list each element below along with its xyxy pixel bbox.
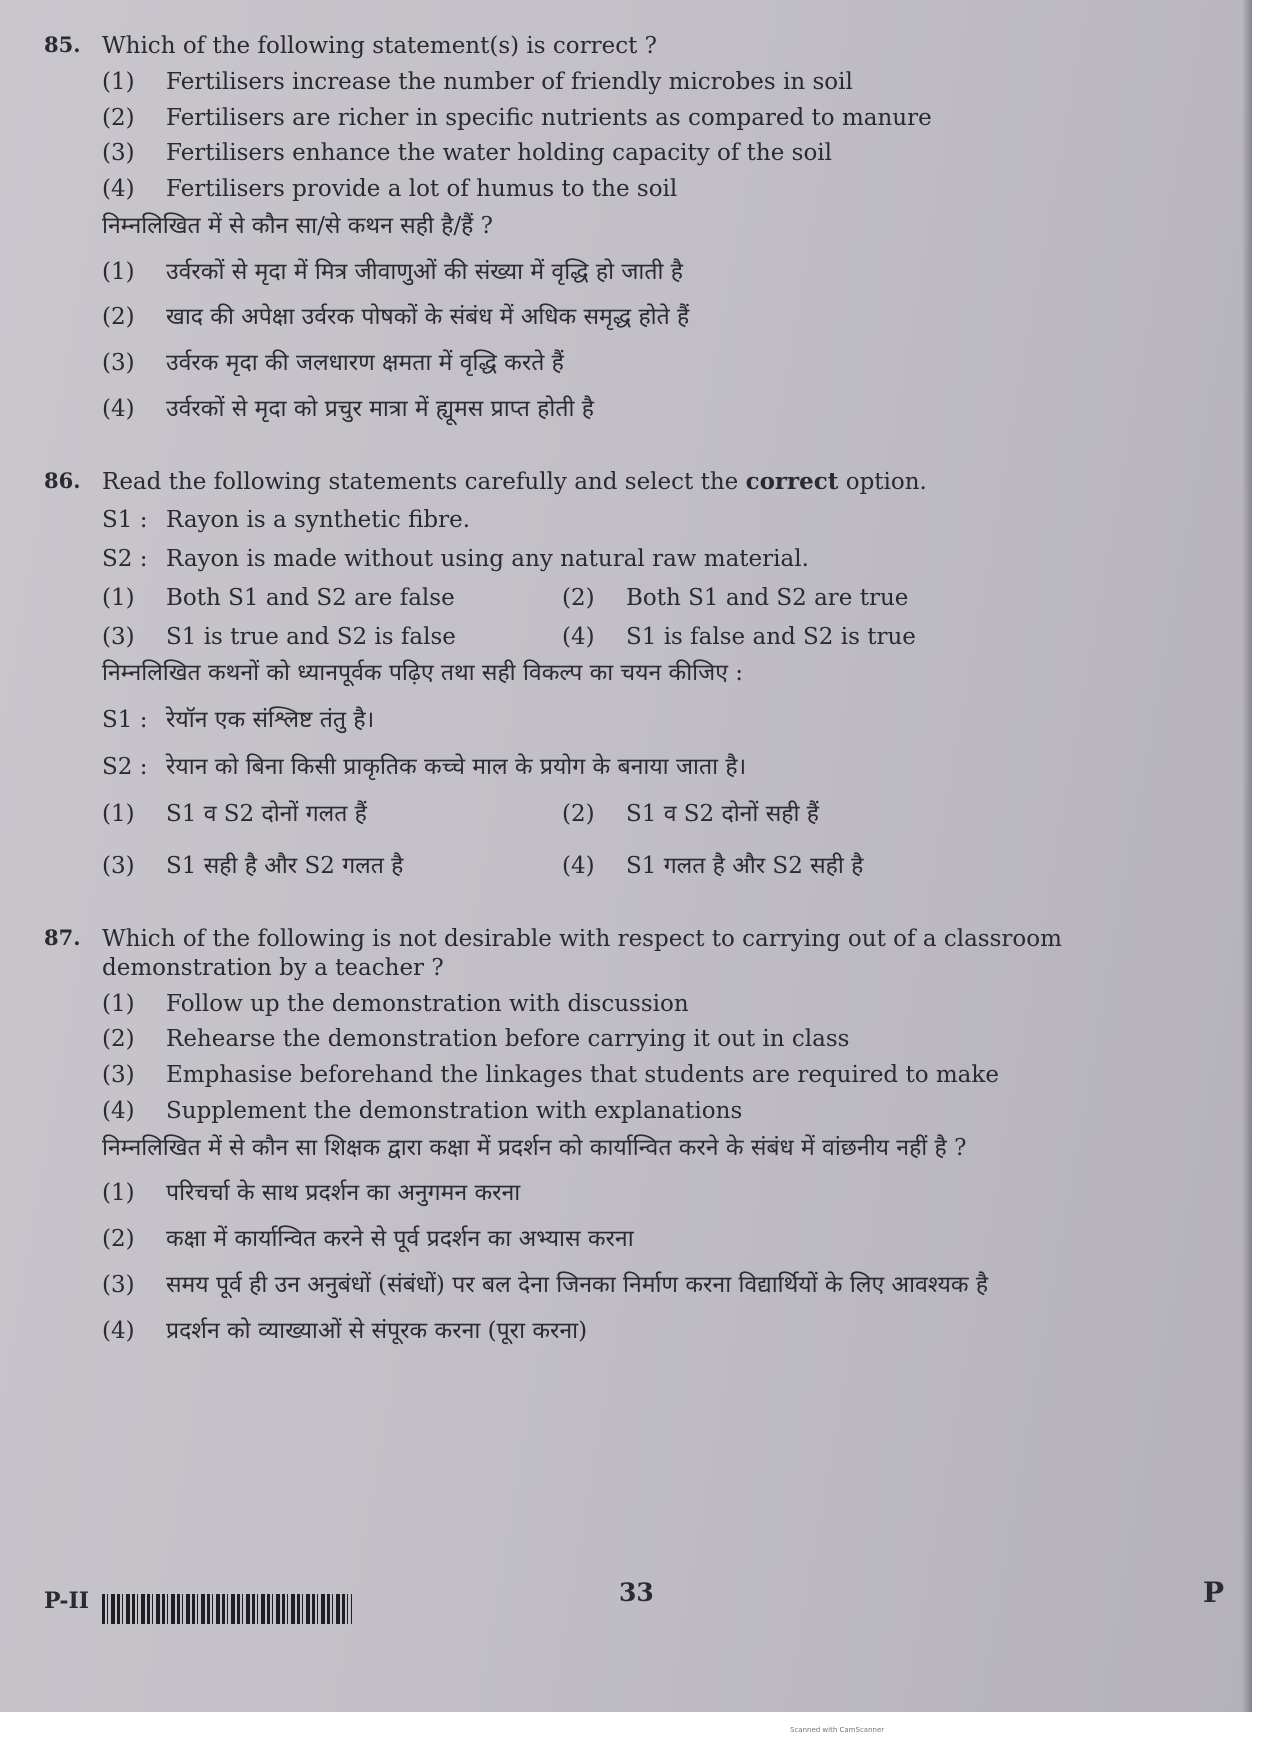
option-number: (1): [102, 584, 135, 611]
option-number: (3): [102, 1271, 135, 1298]
option: [102, 139, 1224, 168]
question-number: 85.: [44, 32, 81, 57]
statement-label: S2 :: [102, 753, 148, 780]
statement-label: S1 :: [102, 707, 148, 733]
statement: [102, 506, 1224, 535]
option-number: (3): [102, 350, 135, 376]
scanner-watermark: Scanned with CamScanner: [790, 1726, 885, 1734]
stem-text: Read the following statements carefully and select the: [102, 468, 746, 495]
option-number: (2): [562, 584, 595, 611]
option-text: Rehearse the demonstration before carrying it out in class: [166, 1026, 850, 1053]
option-text: उर्वरकों से मृदा में मित्र जीवाणुओं की संख्या में वृद्धि हो जाती है: [166, 258, 683, 285]
question-stem-en: Which of the following statement(s) is correct ?: [102, 33, 657, 59]
option: [102, 258, 1224, 287]
option-number: (1): [102, 800, 135, 827]
option: [562, 623, 1122, 652]
option-number: (3): [102, 853, 135, 880]
option-text: Supplement the demonstration with explanations: [166, 1097, 743, 1124]
option: [102, 395, 1224, 424]
options-hi: [102, 800, 1224, 882]
set-code: P: [1202, 1576, 1224, 1609]
option: [102, 623, 562, 652]
question-86: [44, 468, 1224, 882]
page-edge-shadow: [1242, 0, 1252, 1712]
option-text: कक्षा में कार्यान्वित करने से पूर्व प्रदर्शन का अभ्यास करना: [166, 1226, 634, 1252]
option-text: S1 is false and S2 is true: [626, 623, 916, 650]
options-en: [102, 68, 1224, 204]
option-number: (3): [102, 623, 135, 650]
option: [102, 1061, 1224, 1090]
option-text: खाद की अपेक्षा उर्वरक पोषकों के संबंध में अधिक समृद्ध होते हैं: [166, 304, 690, 331]
options-en: [102, 584, 1224, 652]
option-text: परिचर्चा के साथ प्रदर्शन का अनुगमन करना: [166, 1180, 521, 1207]
question-list: [44, 32, 1224, 1389]
option: [102, 1025, 1224, 1054]
option: [102, 1097, 1224, 1126]
option: [102, 175, 1224, 204]
option-number: (3): [102, 140, 135, 167]
option-text: उर्वरक मृदा की जलधारण क्षमता में वृद्धि करते हैं: [166, 350, 564, 376]
options-hi: [102, 258, 1224, 424]
option-number: (2): [102, 1026, 135, 1053]
option-text: Fertilisers are richer in specific nutrients as compared to manure: [166, 104, 932, 131]
option-number: (4): [562, 623, 595, 650]
question-stem-hi: निम्नलिखित में से कौन सा/से कथन सही है/हैं ?: [102, 212, 493, 239]
option-text: S1 सही है और S2 गलत है: [166, 853, 404, 880]
option-text: Emphasise beforehand the linkages that students are required to make: [166, 1062, 999, 1088]
statement-label: S2 :: [102, 546, 148, 572]
option-number: (2): [102, 1226, 135, 1252]
option: [102, 349, 1224, 378]
option-text: S1 is true and S2 is false: [166, 623, 456, 650]
option: [562, 584, 1122, 613]
option-text: समय पूर्व ही उन अनुबंधों (संबंधों) पर बल देना जिनका निर्माण करना विद्यार्थियों के लिए आवश्यक है: [166, 1271, 989, 1298]
option: [102, 68, 1224, 97]
option-number: (4): [102, 1317, 135, 1344]
barcode-icon: [102, 1594, 352, 1624]
option: [102, 990, 1224, 1019]
option-text: प्रदर्शन को व्याख्याओं से संपूरक करना (पूरा करना): [166, 1317, 588, 1344]
option-text: Fertilisers enhance the water holding capacity of the soil: [166, 140, 833, 167]
option-number: (4): [102, 176, 135, 202]
statement: [102, 753, 1224, 782]
option-text: S1 व S2 दोनों सही हैं: [626, 800, 819, 827]
page-footer: [44, 1570, 1224, 1630]
option-number: (4): [562, 853, 595, 880]
question-87: [44, 925, 1224, 1345]
option-number: (1): [102, 68, 135, 95]
option-text: Both S1 and S2 are true: [626, 584, 909, 611]
statement-text: रेयान को बिना किसी प्राकृतिक कच्चे माल के प्रयोग के बनाया जाता है।: [166, 753, 747, 780]
option-text: S1 व S2 दोनों गलत हैं: [166, 800, 367, 827]
stem-emphasis: correct: [745, 467, 839, 495]
option: [562, 800, 1122, 829]
option: [562, 852, 1122, 881]
question-stem-hi: निम्नलिखित कथनों को ध्यानपूर्वक पढ़िए तथा सही विकल्प का चयन कीजिए :: [102, 660, 743, 687]
option-number: (4): [102, 1097, 135, 1124]
page-number: 33: [619, 1578, 654, 1607]
statement-text: रेयॉन एक संश्लिष्ट तंतु है।: [166, 707, 375, 733]
option-text: Follow up the demonstration with discussion: [166, 990, 689, 1017]
option: [102, 1225, 1224, 1254]
option: [102, 1271, 1224, 1300]
option-text: Fertilisers provide a lot of humus to the soil: [166, 176, 678, 202]
options-hi: [102, 1179, 1224, 1345]
option: [102, 1317, 1224, 1346]
option: [102, 584, 562, 613]
option-number: (3): [102, 1062, 135, 1088]
option-number: (1): [102, 990, 135, 1017]
statement-text: Rayon is a synthetic fibre.: [166, 507, 471, 534]
question-stem-en: [102, 468, 1224, 497]
option-number: (1): [102, 1180, 135, 1207]
question-number: 87.: [44, 925, 81, 950]
stem-text: option.: [838, 468, 927, 495]
statement-text: Rayon is made without using any natural raw material.: [166, 546, 809, 572]
option: [102, 104, 1224, 133]
option-number: (1): [102, 258, 135, 285]
option: [102, 852, 562, 881]
question-stem-en: Which of the following is not desirable with respect to carrying out of a classroom demonstration by a teacher ?: [102, 926, 1062, 981]
option: [102, 800, 562, 829]
option-number: (4): [102, 395, 135, 422]
option-number: (2): [102, 304, 135, 331]
option: [102, 1179, 1224, 1208]
option-text: S1 गलत है और S2 सही है: [626, 853, 864, 880]
paper-code: P-II: [44, 1588, 90, 1614]
option-text: Both S1 and S2 are false: [166, 584, 455, 611]
statement: [102, 706, 1224, 735]
statement-label: S1 :: [102, 507, 148, 534]
options-en: [102, 990, 1224, 1126]
option-number: (2): [562, 800, 595, 827]
option-text: Fertilisers increase the number of friendly microbes in soil: [166, 68, 853, 95]
question-stem-hi: निम्नलिखित में से कौन सा शिक्षक द्वारा कक्षा में प्रदर्शन को कार्यान्वित करने के संबंध में वांछनीय नहीं है ?: [102, 1134, 967, 1161]
question-85: [44, 32, 1224, 424]
statement: [102, 545, 1224, 574]
question-number: 86.: [44, 467, 81, 493]
option-text: उर्वरकों से मृदा को प्रचुर मात्रा में ह्यूमस प्राप्त होती है: [166, 395, 594, 422]
option: [102, 303, 1224, 332]
option-number: (2): [102, 104, 135, 131]
